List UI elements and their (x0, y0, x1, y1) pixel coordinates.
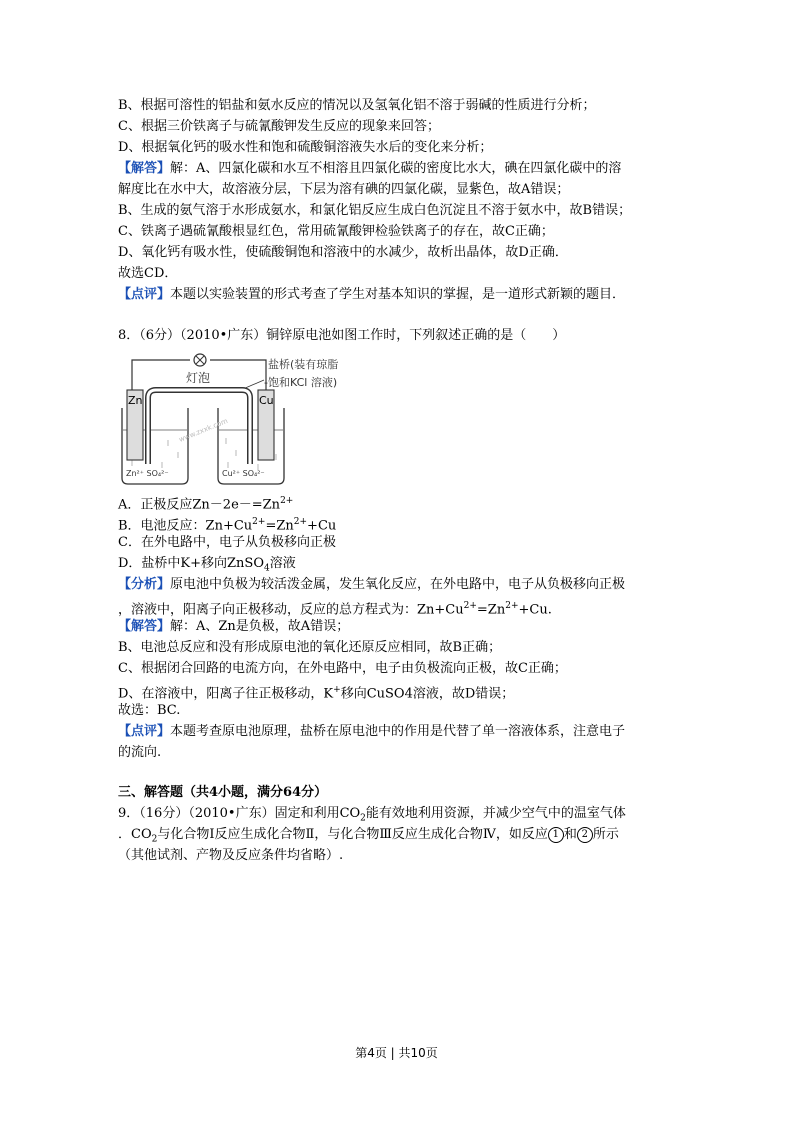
bridge-label-2: -饱和KCl 溶液) (264, 376, 338, 389)
galvanic-cell-figure (118, 352, 380, 488)
q8-comment-line-2: 的流向. (118, 745, 162, 760)
left-solution-label: Zn²⁺ SO₄²⁻ (126, 469, 169, 478)
q9-line-1: 9．（16分）（2010•广东）固定和利用$CO_2$能有效地利用资源，并减少空气中的温室气体 (118, 806, 626, 824)
prev-hint-c: C、根据三价铁离子与硫氰酸钾发生反应的现象来回答； (118, 119, 440, 134)
watermark: www.zxxk.com (177, 416, 229, 444)
q8-stem: 8．（6分）（2010•广东）铜锌原电池如图工作时，下列叙述正确的是（ ） (118, 328, 566, 343)
answer-tag: 【解答】 (118, 161, 171, 176)
section-heading: 三、解答题（共4小题，满分64分） (118, 785, 328, 800)
q8-answer-b: B、电池总反应和没有形成原电池的氧化还原反应相同，故B正确； (118, 640, 502, 655)
prev-answer-d: D、氧化钙有吸水性，使硫酸铜饱和溶液中的水减少，故析出晶体，故D正确． (118, 245, 568, 260)
right-solution-label: Cu²⁺ SO₄²⁻ (222, 469, 265, 478)
prev-comment: 【点评】本题以实验装置的形式考查了学生对基本知识的掌握，是一道形式新颖的题目． (118, 287, 626, 302)
q8-answer-a: 【解答】解：A、Zn是负极，故A错误； (118, 619, 350, 634)
prev-answer-line-2: 解度比在水中大，故溶液分层，下层为溶有碘的四氯化碳，显紫色，故A错误； (118, 182, 570, 197)
answer-tag: 【解答】 (118, 619, 171, 634)
prev-answer-b: B、生成的氨气溶于水形成氨水，和氯化铝反应生成白色沉淀且不溶于氨水中，故B错误； (118, 203, 632, 218)
q9-line-2: ．$CO_2$与化合物Ⅰ反应生成化合物Ⅱ，与化合物Ⅲ反应生成化合物Ⅳ，如反应 1 和 2 所示 (118, 827, 619, 845)
cu-electrode-label: Cu (259, 394, 274, 407)
prev-hint-b: B、根据可溶性的铝盐和氨水反应的情况以及氢氧化铝不溶于弱碱的性质进行分析； (118, 98, 596, 113)
q8-option-c: C．在外电路中，电子从负极移向正极 (118, 535, 336, 550)
prev-hint-d: D、根据氧化钙的吸水性和饱和硫酸铜溶液失水后的变化来分析； (118, 140, 493, 155)
q8-answer-c: C、根据闭合回路的电流方向，在外电路中，电子由负极流向正极，故C正确； (118, 661, 567, 676)
circled-number-1: 1 (548, 827, 564, 843)
zn-electrode-label: Zn (128, 394, 143, 407)
bulb-label: 灯泡 (186, 371, 211, 385)
galvanic-cell-diagram (118, 352, 380, 488)
q8-analysis-line-2: ，溶液中，阳离子向正极移动，反应的总方程式为：$Zn+Cu^{2+}=Zn^{2+}+Cu$. (118, 601, 552, 618)
prev-choose: 故选CD． (118, 266, 178, 281)
circled-number-2: 2 (577, 827, 593, 843)
q8-answer-d: D、在溶液中，阳离子往正极移动，K+移向CuSO4溶液，故D错误； (118, 685, 515, 702)
prev-answer-c: C、铁离子遇硫氰酸根显红色，常用硫氰酸钾检验铁离子的存在，故C正确； (118, 224, 554, 239)
q9-line-3: （其他试剂、产物及反应条件均省略）. (118, 848, 344, 863)
q8-analysis-line-1: 【分析】原电池中负极为较活泼金属，发生氧化反应，在外电路中，电子从负极移向正极 (118, 577, 626, 592)
analysis-tag: 【分析】 (118, 577, 171, 592)
q8-option-b: B．电池反应：$Zn+Cu^{2+}=Zn^{2+}+Cu$ (118, 517, 337, 534)
q8-comment-line-1: 【点评】本题考查原电池原理，盐桥在原电池中的作用是代替了单一溶液体系，注意电子 (118, 724, 626, 739)
q8-option-d: D．盐桥中K+移向ZnSO$_4$溶液 (118, 556, 296, 574)
comment-tag: 【点评】 (118, 287, 171, 302)
bridge-label-1: 盐桥(装有琼脂 (268, 358, 339, 371)
q8-option-a: A．正极反应$Zn-2e-=Zn^{2+}$ (118, 496, 294, 513)
prev-answer-line-1: 【解答】解：A、四氯化碳和水互不相溶且四氯化碳的密度比水大，碘在四氯化碳中的溶 (118, 161, 622, 176)
q8-choose: 故选：BC. (118, 703, 181, 718)
page-footer: 第4页 | 共10页 (355, 1046, 438, 1060)
comment-tag: 【点评】 (118, 724, 171, 739)
